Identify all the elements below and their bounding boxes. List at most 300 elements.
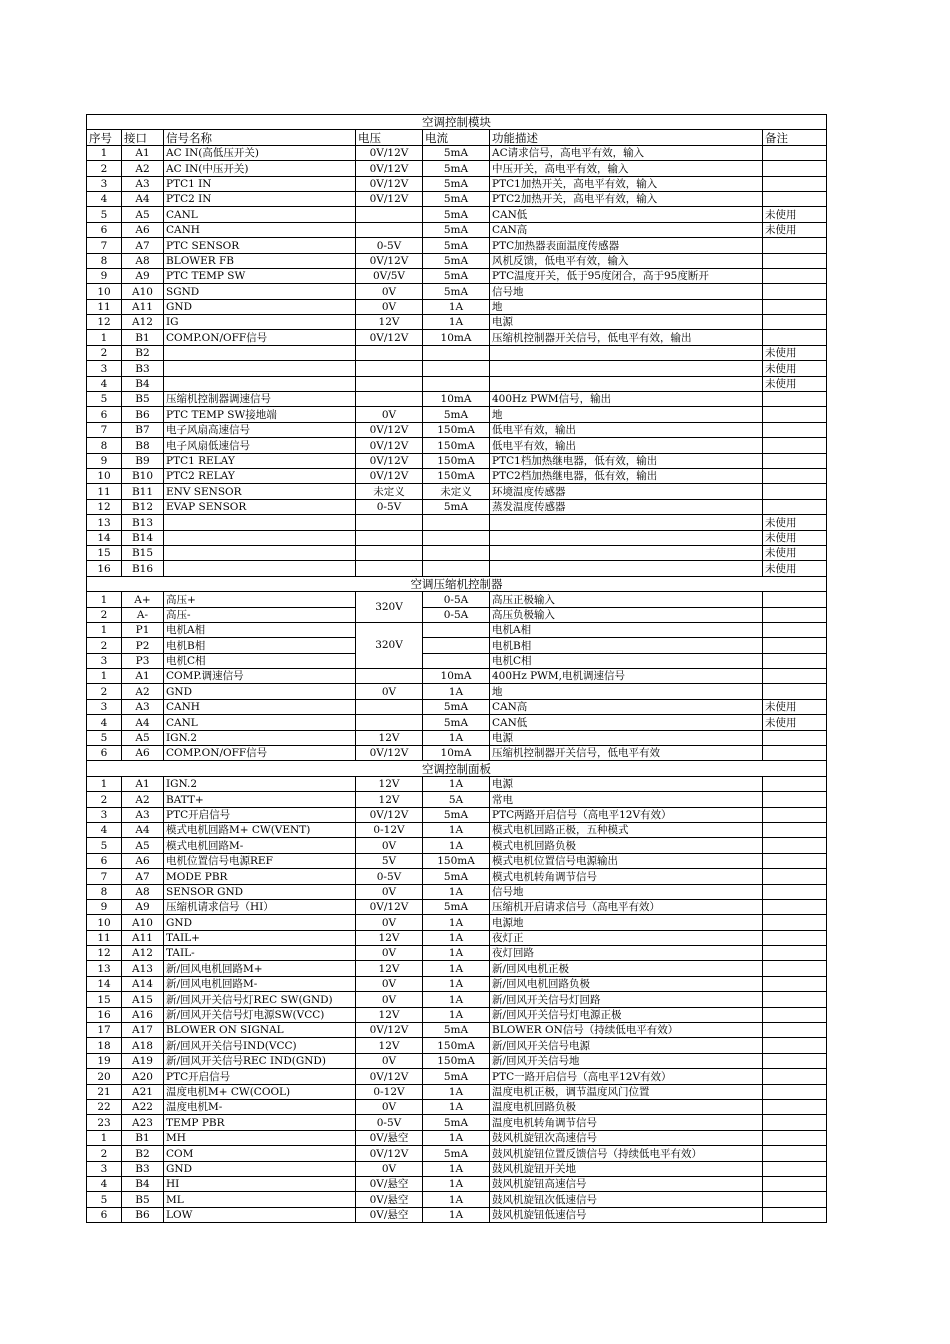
cell-voltage: 0V [356, 407, 423, 422]
cell-index: 23 [87, 1115, 122, 1130]
cell-current: 5mA [423, 207, 490, 222]
cell-remark: 未使用 [763, 530, 827, 545]
cell-pin: A13 [122, 961, 164, 976]
cell-voltage: 0-5V [356, 499, 423, 514]
cell-index: 3 [87, 176, 122, 191]
cell-signal-name: TAIL+ [164, 930, 356, 945]
table-row [87, 315, 827, 330]
cell-pin: A5 [122, 207, 164, 222]
cell-pin: A1 [122, 776, 164, 791]
cell-index: 1 [87, 592, 122, 607]
cell-voltage: 0V/悬空 [356, 1130, 423, 1145]
cell-index: 6 [87, 853, 122, 868]
table-row [87, 976, 827, 991]
cell-voltage: 未定义 [356, 484, 423, 499]
cell-current [423, 515, 490, 530]
cell-pin: A2 [122, 684, 164, 699]
table-row [87, 946, 827, 961]
cell-pin: A15 [122, 992, 164, 1007]
cell-index: 3 [87, 807, 122, 822]
cell-description: PTC两路开启信号（高电平12V有效） [490, 807, 763, 822]
cell-current: 5mA [423, 238, 490, 253]
cell-signal-name: 新/回风开关信号REC IND(GND) [164, 1053, 356, 1068]
cell-description: 模式电机位置信号电源输出 [490, 853, 763, 868]
cell-current: 1A [423, 684, 490, 699]
cell-pin: A22 [122, 1100, 164, 1115]
cell-remark [763, 776, 827, 791]
cell-pin: A2 [122, 161, 164, 176]
cell-index: 4 [87, 1176, 122, 1191]
cell-signal-name: 电子风扇高速信号 [164, 422, 356, 437]
cell-current: 1A [423, 1207, 490, 1222]
cell-remark [763, 853, 827, 868]
section-title: 空调压缩机控制器 [87, 576, 827, 591]
cell-signal-name: 新/回风开关信号灯电源SW(VCC) [164, 1007, 356, 1022]
cell-description: 蒸发温度传感器 [490, 499, 763, 514]
cell-signal-name: 温度电机M- [164, 1100, 356, 1115]
cell-remark [763, 268, 827, 283]
cell-voltage: 12V [356, 792, 423, 807]
cell-voltage: 0V/12V [356, 191, 423, 206]
cell-pin: P2 [122, 638, 164, 653]
cell-description: 电机B相 [490, 638, 763, 653]
cell-current: 1A [423, 946, 490, 961]
cell-signal-name: 电子风扇低速信号 [164, 438, 356, 453]
cell-signal-name [164, 345, 356, 360]
cell-remark [763, 392, 827, 407]
table-row [87, 176, 827, 191]
cell-signal-name: PTC TEMP SW [164, 268, 356, 283]
cell-current [423, 361, 490, 376]
cell-current: 1A [423, 976, 490, 991]
cell-pin: A10 [122, 915, 164, 930]
cell-voltage [356, 376, 423, 391]
cell-pin: A14 [122, 976, 164, 991]
cell-remark: 未使用 [763, 207, 827, 222]
cell-signal-name: MODE PBR [164, 869, 356, 884]
cell-remark [763, 299, 827, 314]
cell-pin: B1 [122, 1130, 164, 1145]
cell-description: 新/回风开关信号地 [490, 1053, 763, 1068]
cell-signal-name: 压缩机控制器调速信号 [164, 392, 356, 407]
column-header-voltage: 电压 [356, 130, 423, 145]
cell-voltage: 0V [356, 1053, 423, 1068]
cell-pin: A7 [122, 238, 164, 253]
cell-signal-name: CANH [164, 222, 356, 237]
cell-remark [763, 1176, 827, 1191]
cell-index: 5 [87, 838, 122, 853]
cell-description: PTC2加热开关，高电平有效，输入 [490, 191, 763, 206]
table-row [87, 453, 827, 468]
cell-voltage [356, 561, 423, 576]
cell-signal-name: TEMP PBR [164, 1115, 356, 1130]
cell-remark: 未使用 [763, 515, 827, 530]
cell-signal-name: COM [164, 1146, 356, 1161]
cell-pin: A6 [122, 746, 164, 761]
cell-voltage: 0V [356, 884, 423, 899]
cell-description: 夜灯回路 [490, 946, 763, 961]
cell-pin: B8 [122, 438, 164, 453]
cell-index: 16 [87, 1007, 122, 1022]
cell-remark: 未使用 [763, 222, 827, 237]
cell-signal-name: 模式电机回路M+ CW(VENT) [164, 822, 356, 837]
cell-index: 2 [87, 607, 122, 622]
table-row [87, 1161, 827, 1176]
cell-voltage: 0V/12V [356, 438, 423, 453]
cell-description: 模式电机回路正极，五种模式 [490, 822, 763, 837]
cell-pin: A1 [122, 669, 164, 684]
cell-index: 4 [87, 715, 122, 730]
cell-pin: A18 [122, 1038, 164, 1053]
cell-pin: A3 [122, 807, 164, 822]
cell-voltage: 320V [356, 622, 423, 668]
cell-pin: A21 [122, 1084, 164, 1099]
cell-voltage: 0V/12V [356, 1069, 423, 1084]
cell-pin: B3 [122, 361, 164, 376]
cell-index: 6 [87, 222, 122, 237]
cell-remark [763, 284, 827, 299]
cell-description: CAN低 [490, 715, 763, 730]
table-row [87, 1207, 827, 1222]
cell-index: 19 [87, 1053, 122, 1068]
cell-index: 6 [87, 1207, 122, 1222]
cell-description [490, 530, 763, 545]
cell-pin: A16 [122, 1007, 164, 1022]
table-row [87, 899, 827, 914]
cell-index: 16 [87, 561, 122, 576]
cell-signal-name: CANL [164, 207, 356, 222]
cell-remark [763, 1053, 827, 1068]
cell-signal-name: 新/回风开关信号灯REC SW(GND) [164, 992, 356, 1007]
column-header-remark: 备注 [763, 130, 827, 145]
table-row [87, 1130, 827, 1145]
column-header-signal-name: 信号名称 [164, 130, 356, 145]
cell-pin: B6 [122, 407, 164, 422]
header-row [87, 130, 827, 145]
cell-current: 5A [423, 792, 490, 807]
table-row [87, 376, 827, 391]
table-row [87, 853, 827, 868]
cell-current: 150mA [423, 422, 490, 437]
table-row [87, 515, 827, 530]
cell-remark [763, 684, 827, 699]
cell-index: 13 [87, 515, 122, 530]
cell-index: 10 [87, 468, 122, 483]
cell-pin: A4 [122, 191, 164, 206]
cell-remark: 未使用 [763, 345, 827, 360]
cell-index: 2 [87, 161, 122, 176]
cell-pin: B5 [122, 392, 164, 407]
cell-current: 1A [423, 1192, 490, 1207]
cell-remark [763, 807, 827, 822]
cell-voltage: 0V/12V [356, 1146, 423, 1161]
cell-remark [763, 238, 827, 253]
cell-voltage: 0V/悬空 [356, 1207, 423, 1222]
cell-pin: B10 [122, 468, 164, 483]
cell-pin: B5 [122, 1192, 164, 1207]
cell-current: 5mA [423, 899, 490, 914]
cell-current: 1A [423, 1007, 490, 1022]
cell-signal-name: 新/回风开关信号IND(VCC) [164, 1038, 356, 1053]
cell-remark [763, 1146, 827, 1161]
section-title: 空调控制面板 [87, 761, 827, 776]
cell-description: 压缩机控制器开关信号，低电平有效，输出 [490, 330, 763, 345]
cell-current: 1A [423, 822, 490, 837]
cell-voltage [356, 530, 423, 545]
cell-index: 9 [87, 453, 122, 468]
cell-description: PTC温度开关，低于95度闭合，高于95度断开 [490, 268, 763, 283]
cell-index: 3 [87, 1161, 122, 1176]
cell-remark [763, 976, 827, 991]
cell-current: 5mA [423, 145, 490, 160]
cell-index: 18 [87, 1038, 122, 1053]
table-row [87, 992, 827, 1007]
cell-index: 2 [87, 792, 122, 807]
cell-description: 鼓风机旋钮次高速信号 [490, 1130, 763, 1145]
cell-index: 4 [87, 376, 122, 391]
cell-index: 10 [87, 915, 122, 930]
cell-current: 0-5A [423, 592, 490, 607]
cell-pin: A2 [122, 792, 164, 807]
table-row [87, 638, 827, 653]
column-header-pin: 接口 [122, 130, 164, 145]
cell-remark [763, 484, 827, 499]
cell-remark [763, 869, 827, 884]
table-row [87, 669, 827, 684]
cell-signal-name: PTC开启信号 [164, 807, 356, 822]
cell-current: 150mA [423, 853, 490, 868]
cell-remark [763, 1084, 827, 1099]
cell-remark [763, 422, 827, 437]
table-row [87, 1100, 827, 1115]
cell-pin: B16 [122, 561, 164, 576]
cell-description: PTC1档加热继电器，低有效，输出 [490, 453, 763, 468]
cell-description: 电机C相 [490, 653, 763, 668]
cell-description [490, 545, 763, 560]
cell-current: 150mA [423, 1038, 490, 1053]
cell-signal-name [164, 361, 356, 376]
cell-voltage: 12V [356, 315, 423, 330]
table-row [87, 191, 827, 206]
cell-voltage: 0V/12V [356, 176, 423, 191]
cell-index: 2 [87, 638, 122, 653]
cell-current: 5mA [423, 869, 490, 884]
cell-current [423, 545, 490, 560]
cell-description: 地 [490, 299, 763, 314]
table-row [87, 1084, 827, 1099]
cell-remark [763, 145, 827, 160]
table-row [87, 268, 827, 283]
cell-signal-name: IGN.2 [164, 730, 356, 745]
cell-pin: A- [122, 607, 164, 622]
cell-index: 5 [87, 1192, 122, 1207]
cell-current: 1A [423, 961, 490, 976]
cell-voltage: 0-12V [356, 1084, 423, 1099]
cell-index: 6 [87, 407, 122, 422]
cell-current [423, 653, 490, 668]
cell-description: CAN低 [490, 207, 763, 222]
cell-description: 鼓风机旋钮次低速信号 [490, 1192, 763, 1207]
cell-current: 10mA [423, 330, 490, 345]
cell-signal-name: PTC开启信号 [164, 1069, 356, 1084]
cell-voltage: 12V [356, 961, 423, 976]
table-row [87, 792, 827, 807]
cell-description: 低电平有效，输出 [490, 438, 763, 453]
cell-voltage: 0V [356, 976, 423, 991]
table-row [87, 1023, 827, 1038]
cell-voltage: 0V/12V [356, 468, 423, 483]
cell-signal-name: 电机B相 [164, 638, 356, 653]
table-row [87, 746, 827, 761]
cell-description [490, 345, 763, 360]
cell-pin: A11 [122, 299, 164, 314]
table-row [87, 1192, 827, 1207]
cell-signal-name: PTC1 RELAY [164, 453, 356, 468]
table-row [87, 730, 827, 745]
cell-description: 电源 [490, 315, 763, 330]
table-row [87, 715, 827, 730]
cell-description: 高压负极输入 [490, 607, 763, 622]
cell-description: CAN高 [490, 222, 763, 237]
cell-description: 温度电机转角调节信号 [490, 1115, 763, 1130]
cell-remark [763, 638, 827, 653]
table-row [87, 392, 827, 407]
cell-current: 5mA [423, 715, 490, 730]
cell-current [423, 638, 490, 653]
cell-index: 4 [87, 822, 122, 837]
table-row [87, 1038, 827, 1053]
cell-signal-name: 新/回风电机回路M- [164, 976, 356, 991]
cell-voltage: 0V/悬空 [356, 1192, 423, 1207]
cell-remark [763, 176, 827, 191]
cell-description: PTC2档加热继电器，低有效，输出 [490, 468, 763, 483]
cell-voltage [356, 715, 423, 730]
cell-pin: P1 [122, 622, 164, 637]
cell-voltage: 0V [356, 915, 423, 930]
table-row [87, 561, 827, 576]
table-row [87, 1176, 827, 1191]
cell-signal-name: 电机A相 [164, 622, 356, 637]
cell-voltage: 0V/12V [356, 899, 423, 914]
cell-voltage [356, 669, 423, 684]
table-row [87, 653, 827, 668]
cell-remark [763, 1130, 827, 1145]
table-row [87, 284, 827, 299]
cell-pin: A9 [122, 899, 164, 914]
cell-current: 5mA [423, 1023, 490, 1038]
cell-pin: A8 [122, 253, 164, 268]
cell-pin: A20 [122, 1069, 164, 1084]
cell-signal-name [164, 545, 356, 560]
cell-current: 1A [423, 730, 490, 745]
column-header-description: 功能描述 [490, 130, 763, 145]
cell-voltage: 0V/12V [356, 253, 423, 268]
cell-current: 1A [423, 1130, 490, 1145]
cell-signal-name: GND [164, 684, 356, 699]
cell-pin: A5 [122, 838, 164, 853]
cell-signal-name: BATT+ [164, 792, 356, 807]
cell-index: 13 [87, 961, 122, 976]
cell-current: 5mA [423, 407, 490, 422]
cell-index: 7 [87, 238, 122, 253]
cell-pin: P3 [122, 653, 164, 668]
cell-voltage: 0V [356, 838, 423, 853]
cell-current: 1A [423, 930, 490, 945]
cell-signal-name: 电机位置信号电源REF [164, 853, 356, 868]
cell-remark [763, 884, 827, 899]
cell-description: 模式电机转角调节信号 [490, 869, 763, 884]
table-row [87, 1053, 827, 1068]
cell-remark [763, 1115, 827, 1130]
cell-index: 7 [87, 869, 122, 884]
cell-current: 1A [423, 1084, 490, 1099]
table-row [87, 330, 827, 345]
cell-description: 电机A相 [490, 622, 763, 637]
cell-current: 5mA [423, 191, 490, 206]
cell-remark [763, 1007, 827, 1022]
cell-index: 17 [87, 1023, 122, 1038]
cell-remark [763, 838, 827, 853]
cell-current: 5mA [423, 499, 490, 514]
cell-pin: B2 [122, 345, 164, 360]
cell-remark [763, 438, 827, 453]
cell-signal-name: GND [164, 915, 356, 930]
cell-pin: B1 [122, 330, 164, 345]
cell-index: 11 [87, 484, 122, 499]
cell-current: 0-5A [423, 607, 490, 622]
cell-current: 150mA [423, 1053, 490, 1068]
cell-remark [763, 946, 827, 961]
table-row [87, 622, 827, 637]
cell-current: 1A [423, 884, 490, 899]
table-row [87, 484, 827, 499]
cell-index: 22 [87, 1100, 122, 1115]
cell-pin: B2 [122, 1146, 164, 1161]
cell-voltage [356, 345, 423, 360]
cell-signal-name: PTC TEMP SW接地端 [164, 407, 356, 422]
cell-pin: A6 [122, 853, 164, 868]
cell-current: 5mA [423, 222, 490, 237]
cell-voltage: 0V [356, 299, 423, 314]
cell-description: 新/回风开关信号灯回路 [490, 992, 763, 1007]
cell-signal-name: PTC2 RELAY [164, 468, 356, 483]
cell-voltage: 0-12V [356, 822, 423, 837]
cell-signal-name [164, 515, 356, 530]
cell-index: 8 [87, 253, 122, 268]
cell-remark [763, 669, 827, 684]
cell-voltage: 0V/12V [356, 145, 423, 160]
cell-voltage: 0V [356, 1100, 423, 1115]
cell-voltage: 0V/12V [356, 422, 423, 437]
cell-voltage: 0V/12V [356, 161, 423, 176]
cell-description: 新/回风开关信号灯电源正极 [490, 1007, 763, 1022]
cell-index: 1 [87, 145, 122, 160]
table-row [87, 545, 827, 560]
table-row [87, 699, 827, 714]
table-row [87, 822, 827, 837]
cell-description: PTC加热器表面温度传感器 [490, 238, 763, 253]
cell-index: 9 [87, 899, 122, 914]
cell-description: AC请求信号，高电平有效，输入 [490, 145, 763, 160]
cell-pin: B9 [122, 453, 164, 468]
cell-remark [763, 653, 827, 668]
cell-pin: A23 [122, 1115, 164, 1130]
cell-signal-name: SENSOR GND [164, 884, 356, 899]
cell-index: 3 [87, 361, 122, 376]
cell-voltage: 0V [356, 684, 423, 699]
cell-index: 7 [87, 422, 122, 437]
cell-index: 5 [87, 730, 122, 745]
